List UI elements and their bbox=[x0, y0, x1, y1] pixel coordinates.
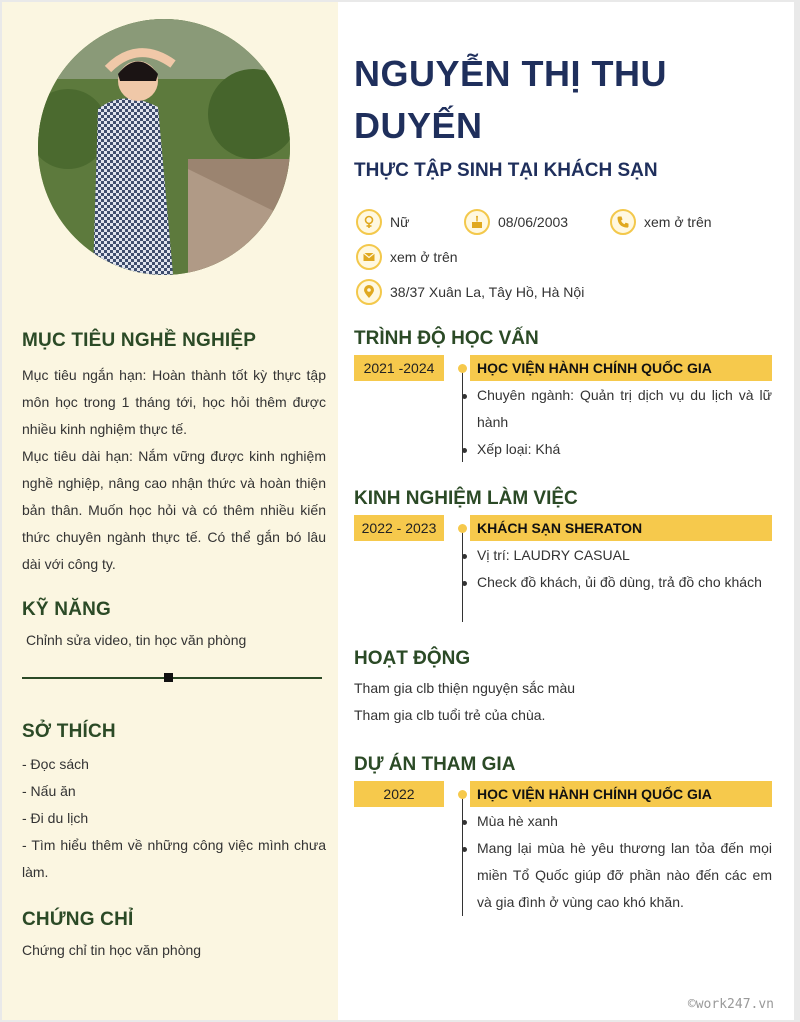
location-pin-icon bbox=[356, 279, 382, 305]
project-timeline-dot bbox=[458, 790, 467, 799]
phone-icon bbox=[610, 209, 636, 235]
activity-line: Tham gia clb tuổi trẻ của chùa. bbox=[354, 707, 546, 723]
activity-line: Tham gia clb thiện nguyện sắc màu bbox=[354, 680, 576, 696]
hobbies-section bbox=[22, 721, 326, 886]
job-title: THỰC TẬP SINH TẠI KHÁCH SẠN bbox=[354, 160, 658, 181]
birthday-cake-icon bbox=[464, 209, 490, 235]
experience-date: 2022 - 2023 bbox=[354, 515, 444, 541]
experience-timeline-dot bbox=[458, 524, 467, 533]
experience-bullet: Vị trí: LAUDRY CASUAL bbox=[477, 542, 772, 569]
main-content bbox=[338, 2, 794, 1020]
experience-timeline-line bbox=[462, 528, 463, 622]
project-bullets bbox=[477, 808, 772, 916]
education-title: TRÌNH ĐỘ HỌC VẤN bbox=[354, 328, 539, 349]
project-timeline-line bbox=[462, 794, 463, 916]
objective-short-term: Mục tiêu ngắn hạn: Hoàn thành tốt kỳ thực tập môn học trong 1 tháng tới, học hỏi thêm được nhiều kinh nghiệm thực tế. bbox=[22, 367, 326, 437]
experience-org: KHÁCH SẠN SHERATON bbox=[470, 515, 772, 541]
watermark: ©work247.vn bbox=[687, 997, 774, 1012]
hobby-item: - Đọc sách bbox=[22, 756, 89, 772]
address-value: 38/37 Xuân La, Tây Hồ, Hà Nội bbox=[390, 284, 585, 300]
project-org: HỌC VIỆN HÀNH CHÍNH QUỐC GIA bbox=[470, 781, 772, 807]
experience-title: KINH NGHIỆM LÀM VIỆC bbox=[354, 488, 578, 509]
hobby-item: - Đi du lịch bbox=[22, 810, 89, 826]
gender-icon bbox=[356, 209, 382, 235]
birthday-value: 08/06/2003 bbox=[498, 214, 569, 230]
education-date: 2021 -2024 bbox=[354, 355, 444, 381]
hobby-item: - Nấu ăn bbox=[22, 783, 76, 799]
phone-value: xem ở trên bbox=[644, 214, 712, 230]
objective-title: MỤC TIÊU NGHỀ NGHIỆP bbox=[22, 330, 257, 351]
skills-title: KỸ NĂNG bbox=[22, 599, 112, 620]
email-info bbox=[356, 244, 458, 270]
email-value: xem ở trên bbox=[390, 249, 458, 265]
activities-title: HOẠT ĐỘNG bbox=[354, 648, 471, 669]
education-bullet: Chuyên ngành: Quản trị dịch vụ du lịch và lữ hành bbox=[477, 382, 772, 436]
gender-info bbox=[356, 209, 409, 235]
certificates-section bbox=[22, 909, 326, 964]
profile-photo bbox=[38, 19, 290, 275]
education-org: HỌC VIỆN HÀNH CHÍNH QUỐC GIA bbox=[470, 355, 772, 381]
project-date: 2022 bbox=[354, 781, 444, 807]
cv-page bbox=[2, 2, 794, 1020]
sidebar bbox=[2, 2, 338, 1020]
project-bullet: Mùa hè xanh bbox=[477, 808, 772, 835]
project-bullet: Mang lại mùa hè yêu thương lan tỏa đến mọi miền Tổ Quốc giúp đỡ phần nào đến các em và gia đình ở vùng cao khó khăn. bbox=[477, 835, 772, 916]
education-timeline-dot bbox=[458, 364, 467, 373]
candidate-name: NGUYỄN THỊ THU DUYẾN bbox=[354, 53, 667, 146]
objective-section bbox=[22, 330, 326, 578]
birthday-info bbox=[464, 209, 568, 235]
experience-bullet: Check đồ khách, ủi đồ dùng, trả đồ cho khách bbox=[477, 569, 772, 596]
education-bullets bbox=[477, 382, 772, 463]
skill-level-knob bbox=[164, 673, 173, 682]
hobby-item: - Tìm hiểu thêm về những công việc mình chưa làm. bbox=[22, 837, 326, 880]
certificate-text: Chứng chỉ tin học văn phòng bbox=[22, 942, 202, 958]
education-bullet: Xếp loại: Khá bbox=[477, 436, 772, 463]
gender-value: Nữ bbox=[390, 214, 410, 230]
phone-info bbox=[610, 209, 712, 235]
skills-section bbox=[22, 599, 326, 654]
hobbies-title: SỞ THÍCH bbox=[22, 721, 116, 742]
objective-long-term: Mục tiêu dài hạn: Nắm vững được kinh nghiệm nghề nghiệp, nâng cao nhận thức và hoàn thiện bản thân. Muốn học hỏi và có thêm nhiều kiến thức chuyên ngành thực tế. Có thể gắn bó lâu dài với công ty. bbox=[22, 448, 326, 572]
profile-photo-image bbox=[38, 19, 290, 275]
skills-text: Chỉnh sửa video, tin học văn phòng bbox=[26, 632, 247, 648]
address-info bbox=[356, 279, 584, 305]
email-icon bbox=[356, 244, 382, 270]
certificates-title: CHỨNG CHỈ bbox=[22, 909, 134, 930]
projects-title: DỰ ÁN THAM GIA bbox=[354, 754, 516, 775]
experience-bullets bbox=[477, 542, 772, 596]
